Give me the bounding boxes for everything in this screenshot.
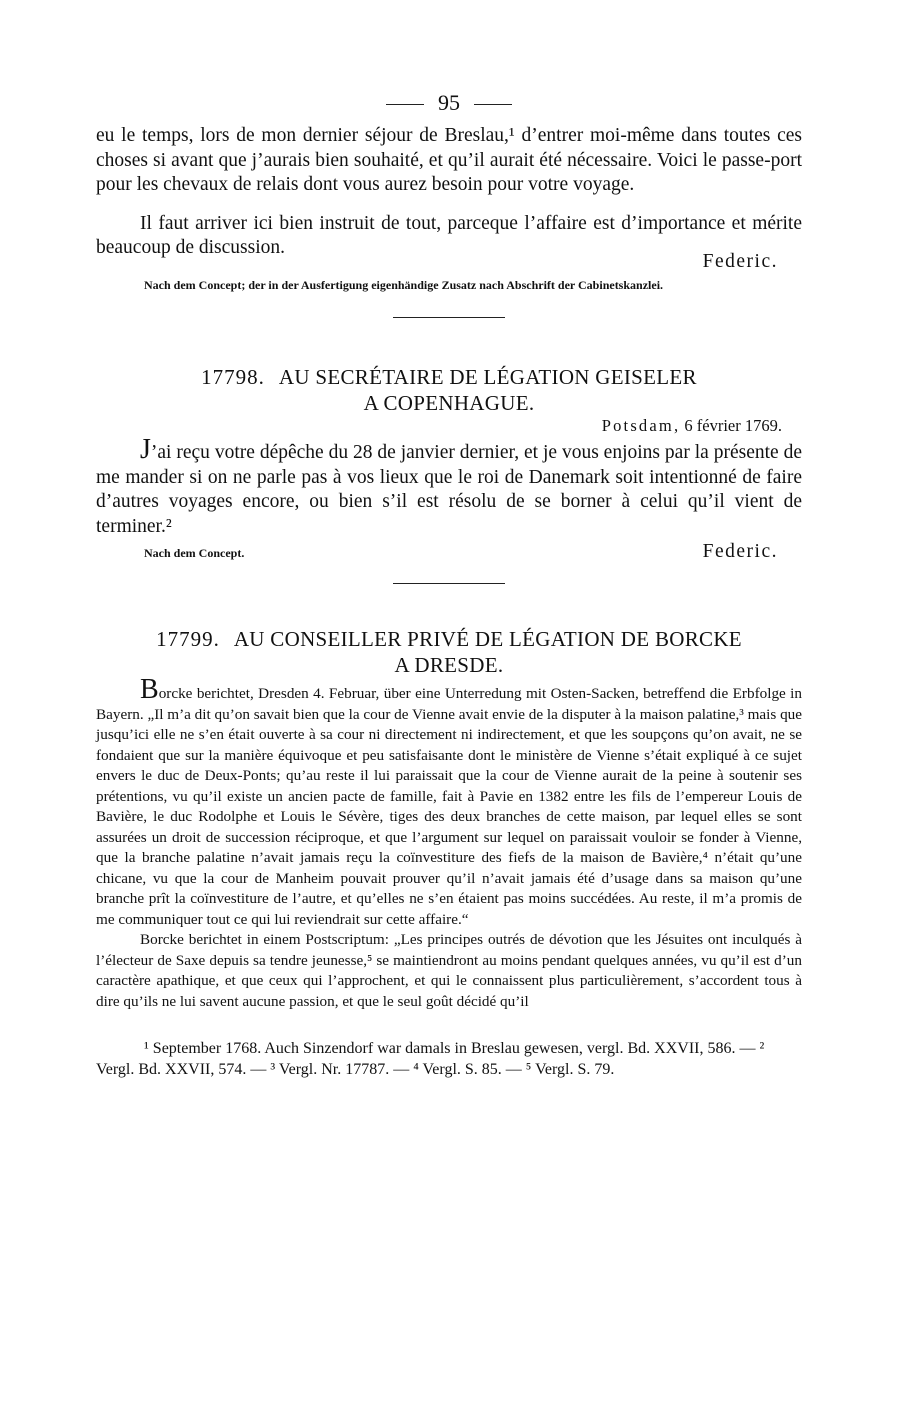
letter-body-17799 [96, 674, 802, 930]
letter-title-line1: AU CONSEILLER PRIVÉ DE LÉGATION DE BORCKE [233, 627, 742, 652]
letter-title-line2: A COPENHAGUE. [363, 390, 535, 415]
page-number: 95 [438, 90, 460, 115]
source-note: Nach dem Concept; der in der Ausfertigung eigenhändige Zusatz nach Abschrift der Cabinetskanzlei. [144, 277, 664, 292]
letter-body-17798 [96, 433, 802, 539]
signature-federic: Federic. [702, 250, 778, 272]
section-divider [393, 317, 505, 318]
source-note: Nach dem Concept. [144, 546, 245, 561]
letter-footer-17798 [96, 541, 802, 563]
footnotes-text: ¹ September 1768. Auch Sinzendorf war damals in Breslau gewesen, vergl. Bd. XXVII, 586. — ² Vergl. Bd. XXVII, 574. — ³ Vergl. Nr. 17787. — ⁴ Vergl. S. 85. — ⁵ Vergl. S. 79. [96, 1040, 765, 1079]
header-dash-left [386, 104, 424, 105]
section-divider [393, 583, 505, 584]
letter-heading-17799 [96, 626, 802, 678]
footnotes [96, 1038, 802, 1080]
place-date [96, 416, 802, 436]
book-page [96, 88, 802, 1080]
dropcap-j: J [140, 433, 151, 465]
closing-paragraph: Il faut arriver ici bien instruit de tout, parceque l’affaire est d’importance et mérite beaucoup de discussion. [96, 212, 802, 259]
header-dash-right [474, 104, 512, 105]
letter-place: Potsdam, [601, 415, 681, 435]
continued-paragraph: eu le temps, lors de mon dernier séjour de Breslau,¹ d’entrer moi-même dans toutes ces choses si avant que j’aurais bien souhaité, et qu’il aurait été nécessaire. Voici le passe-port pour les chevaux de relais dont vous aurez besoin pour votre voyage. [96, 125, 802, 196]
page-header [96, 88, 802, 122]
letter-number: 17799. [156, 627, 220, 652]
letter-number: 17798. [201, 364, 265, 389]
letter-title-line2: A DRESDE. [394, 653, 504, 678]
signature-federic: Federic. [702, 541, 778, 563]
letter-title-line1: AU SECRÉTAIRE DE LÉGATION GEISELER [278, 364, 697, 389]
letter-heading-17798 [96, 364, 802, 416]
letter-text: ’ai reçu votre dépêche du 28 de janvier dernier, et je vous enjoins par la présente de me mander si on ne parle pas à vos lieux que le roi de Danemark soit intentionné de faire d’autres voyages encore, ou bien s’il est résolu de se borner à celui qu’il vient de terminer.² [96, 441, 802, 537]
dropcap-b: B [140, 674, 159, 706]
postscript-paragraph: Borcke berichtet in einem Postscriptum: „Les principes outrés de dévotion que les Jésuites ont inculqués à l’électeur de Saxe depuis sa tendre jeunesse,⁵ se maintiendront au moins pendant quelques années, vu qu’il est d’un caractère apathique, et que ceux qui l’approchent, et qui le connaissent plus particulièrement, s’accordent tous à dire qu’ils ne lui savent aucune passion, et que le seul goût décidé qu’il [96, 931, 802, 1010]
letter-date: 6 février 1769. [684, 415, 782, 435]
letter-text: orcke berichtet, Dresden 4. Februar, über eine Unterredung mit Osten-Sacken, betreffend die Erbfolge in Bayern. „Il m’a dit qu’on savait bien que la cour de Vienne avait envie de la disputer à la maison palatine,³ mais que jusqu’ici elle ne s’en était ouverte à sa cour ni directement ni indirectement, et que les soupçons qu’on avait, ne se fondaient que sur la manière équivoque et peu satisfaisante dont le ministère de Vienne s’était expliqué à ce sujet envers le duc de Deux-Ponts; qu’au reste il lui paraissait que la cour de Vienne aurait de la peine à soutenir ses prétentions, vu qu’il existe un ancien pacte de famille, fait à Pavie en 1382 entre les fils de l’empereur Louis de Bavière, le duc Rodolphe et Louis le Sévère, tiges des deux branches de cette maison, par lequel elles se sont assurées un droit de succession réciproque, et que l’argument sur lequel on paraissait vouloir se fonder à Vienne, que la branche palatine n’avait jamais reçu la coïnvestiture des fiefs de la maison de Bavière,⁴ n’était qu’une chicane, vu que la cour de Manheim pouvait prouver qu’il n’avait jamais été d’usage dans sa maison qu’une branche prît la coïnvestiture de l’autre, et qu’elles ne s’en étaient pas moins succédées. Au reste, il m’a promis de me communiquer tout ce qui lui reviendrait sur cette affaire.“ [96, 685, 802, 928]
